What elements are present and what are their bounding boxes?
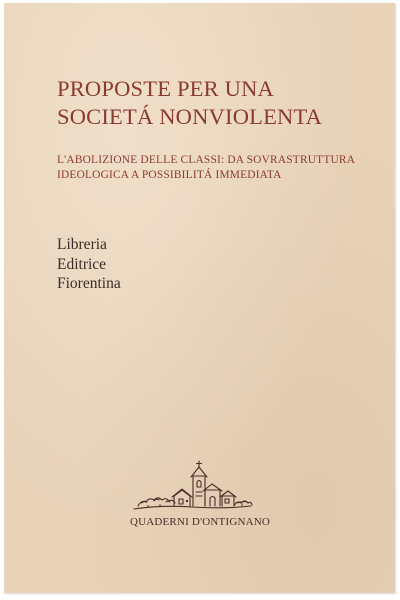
series-name: QUADERNI D'ONTIGNANO [129,516,271,528]
book-title [57,75,322,131]
village-church-emblem-icon [130,456,255,516]
publisher-line-1: Libreria [57,236,107,253]
publisher-name [57,235,121,294]
book-subtitle [57,153,355,183]
subtitle-line-2: IDEOLOGICA A POSSIBILITÁ IMMEDIATA [57,169,282,181]
subtitle-line-1: L'ABOLIZIONE DELLE CLASSI: DA SOVRASTRUTTURA [57,154,356,166]
title-line-2: SOCIETÁ NONVIOLENTA [57,104,323,129]
publisher-line-3: Fiorentina [57,275,121,292]
title-line-1: PROPOSTE PER UNA [57,76,274,101]
publisher-line-2: Editrice [57,255,107,273]
